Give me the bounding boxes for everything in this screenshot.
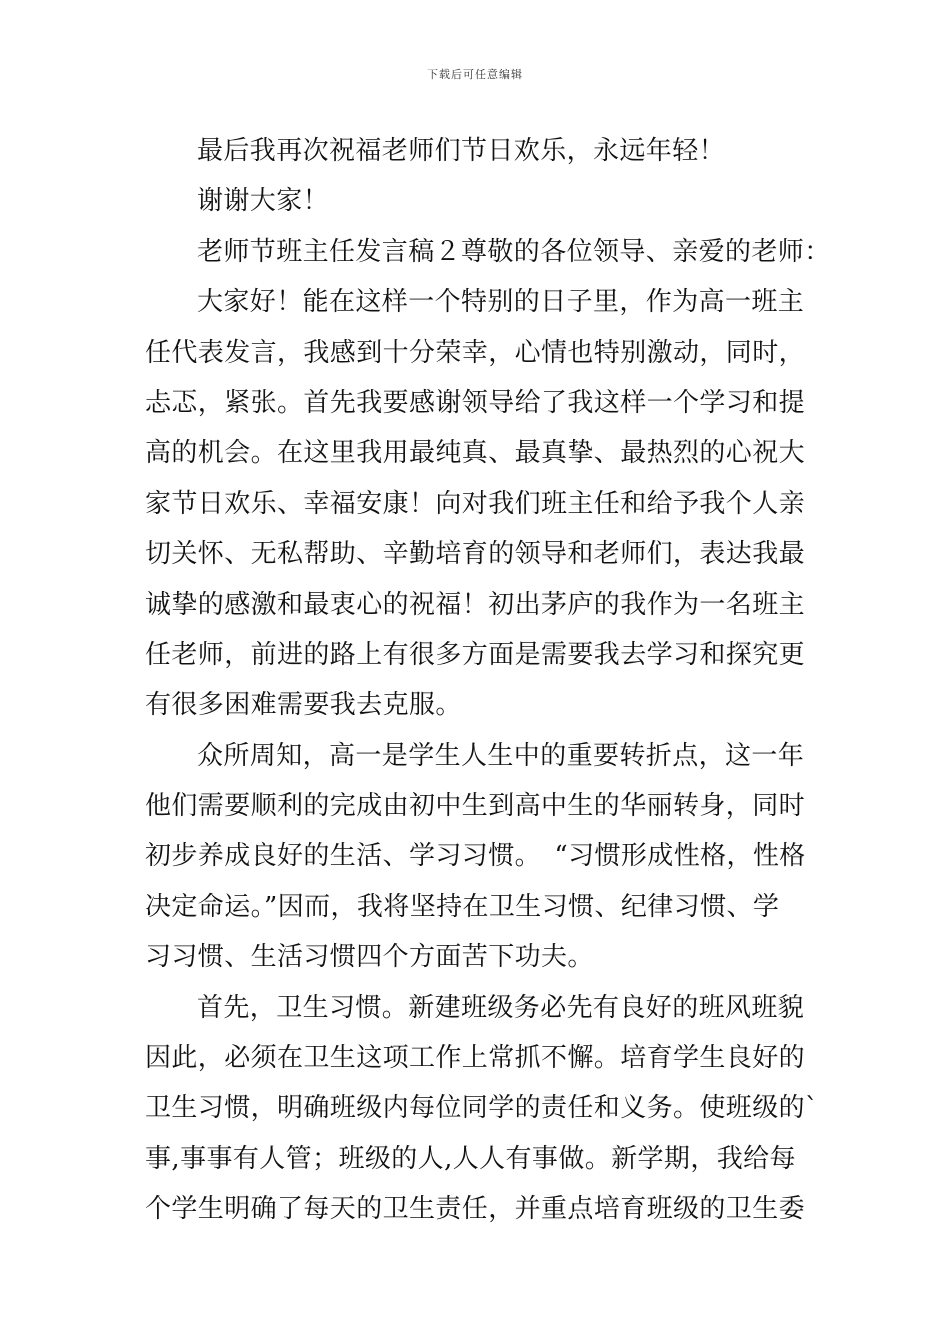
text-line: 高的机会。在这里我用最纯真、最真挚、最热烈的心祝大 bbox=[145, 438, 806, 469]
text-line: 大家好！能在这样一个特别的日子里，作为高一班主 bbox=[197, 287, 805, 318]
text-line: 任代表发言，我感到十分荣幸，心情也特别激动，同时， bbox=[145, 337, 806, 368]
text-line: 个学生明确了每天的卫生责任，并重点培育班级的卫生委 bbox=[145, 1194, 806, 1225]
text-line: 有很多困难需要我去克服。 bbox=[145, 690, 462, 721]
text-line: 卫生习惯，明确班级内每位同学的责任和义务。使班级的` bbox=[145, 1093, 819, 1124]
text-line: 任老师，前进的路上有很多方面是需要我去学习和探究更 bbox=[145, 639, 806, 670]
text-line: 首先，卫生习惯。新建班级务必先有良好的班风班貌 bbox=[197, 992, 805, 1023]
text-line: 切关怀、无私帮助、辛勤培育的领导和老师们，表达我最 bbox=[145, 539, 806, 570]
text-line: 家节日欢乐、幸福安康！向对我们班主任和给予我个人亲 bbox=[145, 488, 806, 519]
document-body bbox=[145, 126, 831, 1235]
text-line: 初步养成良好的生活、学习习惯。 “习惯形成性格，性格 bbox=[145, 841, 806, 872]
paragraph-closing-wish: 最后我再次祝福老师们节日欢乐，永远年轻！ bbox=[197, 136, 726, 166]
text-line: 众所周知，高一是学生人生中的重要转折点，这一年 bbox=[197, 740, 805, 771]
page-header-note: 下载后可任意编辑 bbox=[427, 68, 523, 81]
text-line: 忐忑，紧张。首先我要感谢领导给了我这样一个学习和提 bbox=[145, 387, 806, 418]
text-line: 他们需要顺利的完成由初中生到高中生的华丽转身，同时 bbox=[145, 791, 806, 822]
text-line: 习习惯、生活习惯四个方面苦下功夫。 bbox=[145, 942, 594, 973]
text-line: 决定命运。”因而，我将坚持在卫生习惯、纪律习惯、学 bbox=[145, 891, 780, 922]
text-line: 诚挚的感激和最衷心的祝福！初出茅庐的我作为一名班主 bbox=[145, 589, 806, 620]
paragraph-thanks: 谢谢大家！ bbox=[197, 186, 330, 217]
speech-title-line: 老师节班主任发言稿２尊敬的各位领导、亲爱的老师： bbox=[197, 236, 831, 267]
text-line: 因此，必须在卫生这项工作上常抓不懈。培育学生良好的 bbox=[145, 1043, 806, 1074]
text-line: 事,事事有人管；班级的人,人人有事做。新学期，我给每 bbox=[145, 1143, 796, 1174]
